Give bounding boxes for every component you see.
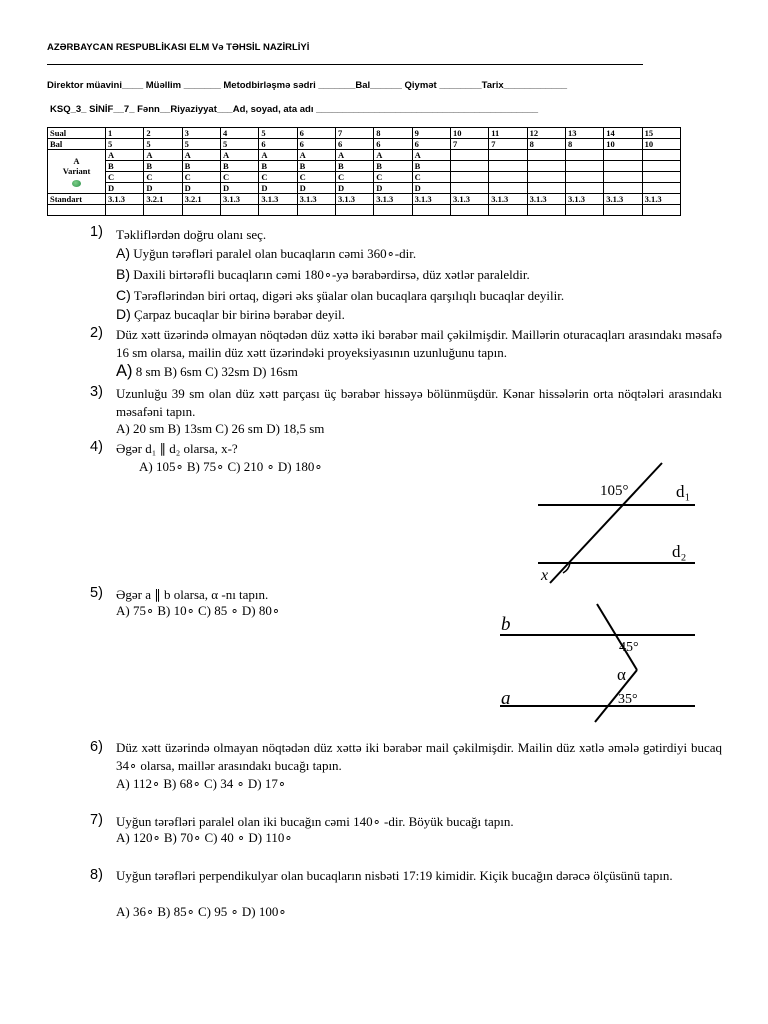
grid-row-variant-a [48, 150, 681, 161]
grid-cell: 10 [642, 139, 680, 150]
grid-cell: C [220, 172, 258, 183]
grid-row-empty [48, 205, 681, 216]
question-6-options: A) 112∘ B) 68∘ C) 34 ∘ D) 17∘ [116, 776, 287, 791]
grid-cell: 6 [297, 139, 335, 150]
grid-cell: 3.1.3 [220, 194, 258, 205]
grid-cell [489, 150, 527, 161]
grid-cell [642, 172, 680, 183]
grid-cell: 11 [489, 128, 527, 139]
grid-cell [527, 150, 565, 161]
grid-cell: 6 [297, 128, 335, 139]
question-5-text: Əgər a ∥ b olarsa, α -nı tapın. [116, 587, 269, 602]
grid-cell: D [374, 183, 412, 194]
ministry-title: AZƏRBAYCAN RESPUBLİKASI ELM Və TƏHSİL NAZİRLİYİ [47, 42, 310, 53]
grid-cell: C [297, 172, 335, 183]
grid-cell: A [412, 150, 450, 161]
grid-cell: A [182, 150, 220, 161]
grid-cell: 14 [604, 128, 642, 139]
grid-cell: B [259, 161, 297, 172]
grid-cell [604, 183, 642, 194]
grid-cell: B [220, 161, 258, 172]
grid-cell: A [220, 150, 258, 161]
grid-cell: B [412, 161, 450, 172]
grid-cell: B [182, 161, 220, 172]
question-2-text: Düz xətt üzərində olmayan nöqtədən düz xəttə iki bərabər mail çəkilmişdir. Maillərin oturacaqları arasındakı məsafə 16 sm olarsa, mailin düz xətt üzərindəki proyeksiyasının uzunluğunu tapın. [116, 327, 722, 360]
figure-parallel-lines-d1-d2 [530, 455, 700, 585]
grid-cell: 1 [106, 128, 144, 139]
question-8-options: A) 36∘ B) 85∘ C) 95 ∘ D) 100∘ [116, 904, 287, 919]
grid-cell [489, 161, 527, 172]
grid-cell: D [182, 183, 220, 194]
grid-cell: 5 [220, 139, 258, 150]
grid-cell [450, 172, 488, 183]
alpha-label: α [617, 665, 626, 684]
grid-cell: 3 [182, 128, 220, 139]
grid-cell: C [144, 172, 182, 183]
angle-35-label: 35° [618, 692, 638, 707]
grid-cell: A [259, 150, 297, 161]
grid-cell: 8 [527, 139, 565, 150]
answer-grid [47, 127, 681, 216]
grid-label-sual: Sual [48, 128, 106, 139]
grid-cell [604, 150, 642, 161]
grid-cell [565, 183, 603, 194]
grid-cell: 8 [374, 128, 412, 139]
grid-cell: 3.1.3 [412, 194, 450, 205]
grid-cell [527, 183, 565, 194]
grid-cell [565, 161, 603, 172]
grid-cell: D [297, 183, 335, 194]
grid-cell: D [259, 183, 297, 194]
grid-cell [604, 161, 642, 172]
line-d1-label: d₁ [676, 482, 691, 501]
grid-cell: 3.2.1 [182, 194, 220, 205]
question-4-text: Əgər d₁ ∥ d₂ olarsa, x-? [116, 441, 238, 456]
grid-cell: 9 [412, 128, 450, 139]
grid-cell [450, 150, 488, 161]
grid-cell: 3.2.1 [144, 194, 182, 205]
grid-cell [604, 172, 642, 183]
grid-row-standart [48, 194, 681, 205]
grid-cell [642, 183, 680, 194]
grid-cell [565, 150, 603, 161]
grid-cell: A [106, 150, 144, 161]
grid-cell: 5 [182, 139, 220, 150]
question-1-option-c: C) Tərəflərindən biri ortaq, digəri əks şüalar olan bucaqlara qarşılıqlı bucaqlar deyilir. [116, 287, 565, 303]
grid-cell: 3.1.3 [450, 194, 488, 205]
grid-cell: 15 [642, 128, 680, 139]
question-6-number: 6) [90, 739, 103, 755]
grid-cell [450, 161, 488, 172]
grid-cell: B [335, 161, 373, 172]
question-7-options: A) 120∘ B) 70∘ C) 40 ∘ D) 110∘ [116, 830, 293, 845]
grid-row-variant-d [48, 183, 681, 194]
question-1-option-b: B) Daxili birtərəfli bucaqların cəmi 180∘-yə bərabərdirsə, düz xətlər paraleldir. [116, 266, 530, 282]
grid-label-standart: Standart [48, 194, 106, 205]
grid-cell [489, 183, 527, 194]
grid-cell: 6 [335, 139, 373, 150]
question-7-number: 7) [90, 812, 103, 828]
grid-cell: 5 [259, 128, 297, 139]
grid-row-variant-b [48, 161, 681, 172]
grid-cell: D [335, 183, 373, 194]
grid-cell: A [374, 150, 412, 161]
grid-cell: B [297, 161, 335, 172]
header-line-student: KSQ_3_ SİNİF__7_ Fənn__Riyaziyyat___Ad, soyad, ata adı __________________________________________ [50, 104, 539, 115]
header-line-staff: Direktor müavini____ Müəllim _______ Metodbirləşmə sədri _______Bal______ Qiymət ________Tarix____________ [47, 80, 568, 91]
grid-cell: A [297, 150, 335, 161]
question-7-text: Uyğun tərəfləri paralel olan iki bucağın cəmi 140∘ -dir. Böyük bucağı tapın. [116, 814, 514, 829]
grid-cell [527, 161, 565, 172]
grid-cell [450, 183, 488, 194]
grid-cell [565, 172, 603, 183]
grid-cell: 3.1.3 [642, 194, 680, 205]
grid-label-bal: Bal [48, 139, 106, 150]
grid-cell: D [220, 183, 258, 194]
grid-cell: C [182, 172, 220, 183]
grid-cell: 12 [527, 128, 565, 139]
grid-cell [642, 150, 680, 161]
line-a-label: a [501, 688, 511, 709]
figure-parallel-lines-a-b [495, 600, 705, 725]
question-1-text: Təkliflərdən doğru olanı seç. [116, 227, 267, 242]
question-4-number: 4) [90, 439, 103, 455]
grid-cell: 10 [450, 128, 488, 139]
grid-cell: 5 [144, 139, 182, 150]
grid-cell: B [144, 161, 182, 172]
grid-cell: 8 [565, 139, 603, 150]
grid-cell: C [412, 172, 450, 183]
grid-cell: A [335, 150, 373, 161]
question-8-number: 8) [90, 867, 103, 883]
grid-label-variant [48, 150, 106, 194]
grid-row-variant-c [48, 172, 681, 183]
grid-cell: 6 [412, 139, 450, 150]
grid-cell: C [259, 172, 297, 183]
grid-cell: 10 [604, 139, 642, 150]
grid-cell: 13 [565, 128, 603, 139]
grid-row-bal [48, 139, 681, 150]
grid-cell: B [374, 161, 412, 172]
grid-row-sual [48, 128, 681, 139]
grid-cell: C [335, 172, 373, 183]
grid-cell: 6 [374, 139, 412, 150]
grid-cell [642, 161, 680, 172]
variant-label-word: Variant [62, 165, 91, 176]
question-3-number: 3) [90, 384, 103, 400]
question-8-text: Uyğun tərəfləri perpendikulyar olan bucaqların nisbəti 17:19 kimidir. Kiçik bucağın dərəcə ölçüsünü tapın. [116, 868, 673, 883]
grid-cell: 2 [144, 128, 182, 139]
question-3-text: Uzunluğu 39 sm olan düz xətt parçası üç bərabər hissəyə bölünmüşdür. Kənar hissələrin orta nöqtələri arasındakı məsafəni tapın. [116, 386, 722, 419]
grid-cell: 3.1.3 [297, 194, 335, 205]
line-b-label: b [501, 614, 511, 635]
angle-105-label: 105° [600, 483, 629, 499]
grid-cell: 4 [220, 128, 258, 139]
grid-cell [527, 172, 565, 183]
question-6-text: Düz xətt üzərində olmayan nöqtədən düz xəttə iki bərabər mail çəkilmişdir. Mailin düz xətlə əmələ gətirdiyi bucaq 34∘ olarsa, maillər arasındakı bucağı tapın. [116, 740, 722, 773]
grid-cell: C [106, 172, 144, 183]
question-4-options: A) 105∘ B) 75∘ C) 210 ∘ D) 180∘ [139, 459, 323, 474]
question-5-options: A) 75∘ B) 10∘ C) 85 ∘ D) 80∘ [116, 603, 280, 618]
question-2-number: 2) [90, 325, 103, 341]
grid-cell: 3.1.3 [527, 194, 565, 205]
grid-cell: 7 [489, 139, 527, 150]
grid-cell: 3.1.3 [335, 194, 373, 205]
grid-cell: 5 [106, 139, 144, 150]
question-1-option-d: D) Çarpaz bucaqlar bir birinə bərabər deyil. [116, 306, 345, 322]
question-2-options: A) 8 sm B) 6sm C) 32sm D) 16sm [116, 362, 298, 380]
variant-label-a: A [73, 155, 80, 166]
grid-cell: 3.1.3 [489, 194, 527, 205]
grid-cell: 7 [335, 128, 373, 139]
grid-cell [489, 172, 527, 183]
question-3-options: A) 20 sm B) 13sm C) 26 sm D) 18,5 sm [116, 421, 325, 436]
question-1-option-a: A) Uyğun tərəfləri paralel olan bucaqların cəmi 360∘-dir. [116, 245, 417, 261]
question-5-number: 5) [90, 585, 103, 601]
angle-45-label: 45° [619, 640, 639, 655]
grid-cell: 3.1.3 [374, 194, 412, 205]
question-1-number: 1) [90, 224, 103, 240]
grid-cell: D [412, 183, 450, 194]
grid-cell: A [144, 150, 182, 161]
grid-cell: C [374, 172, 412, 183]
unknown-x-label: x [541, 567, 549, 584]
line-d2-label: d₂ [672, 542, 687, 561]
grid-cell: 3.1.3 [259, 194, 297, 205]
grid-cell: 3.1.3 [565, 194, 603, 205]
globe-logo-icon [72, 180, 81, 187]
grid-cell: B [106, 161, 144, 172]
grid-cell: 3.1.3 [106, 194, 144, 205]
grid-cell: 7 [450, 139, 488, 150]
header-rule [47, 64, 643, 65]
grid-cell: 6 [259, 139, 297, 150]
grid-cell: 3.1.3 [604, 194, 642, 205]
grid-cell: D [106, 183, 144, 194]
grid-cell: D [144, 183, 182, 194]
